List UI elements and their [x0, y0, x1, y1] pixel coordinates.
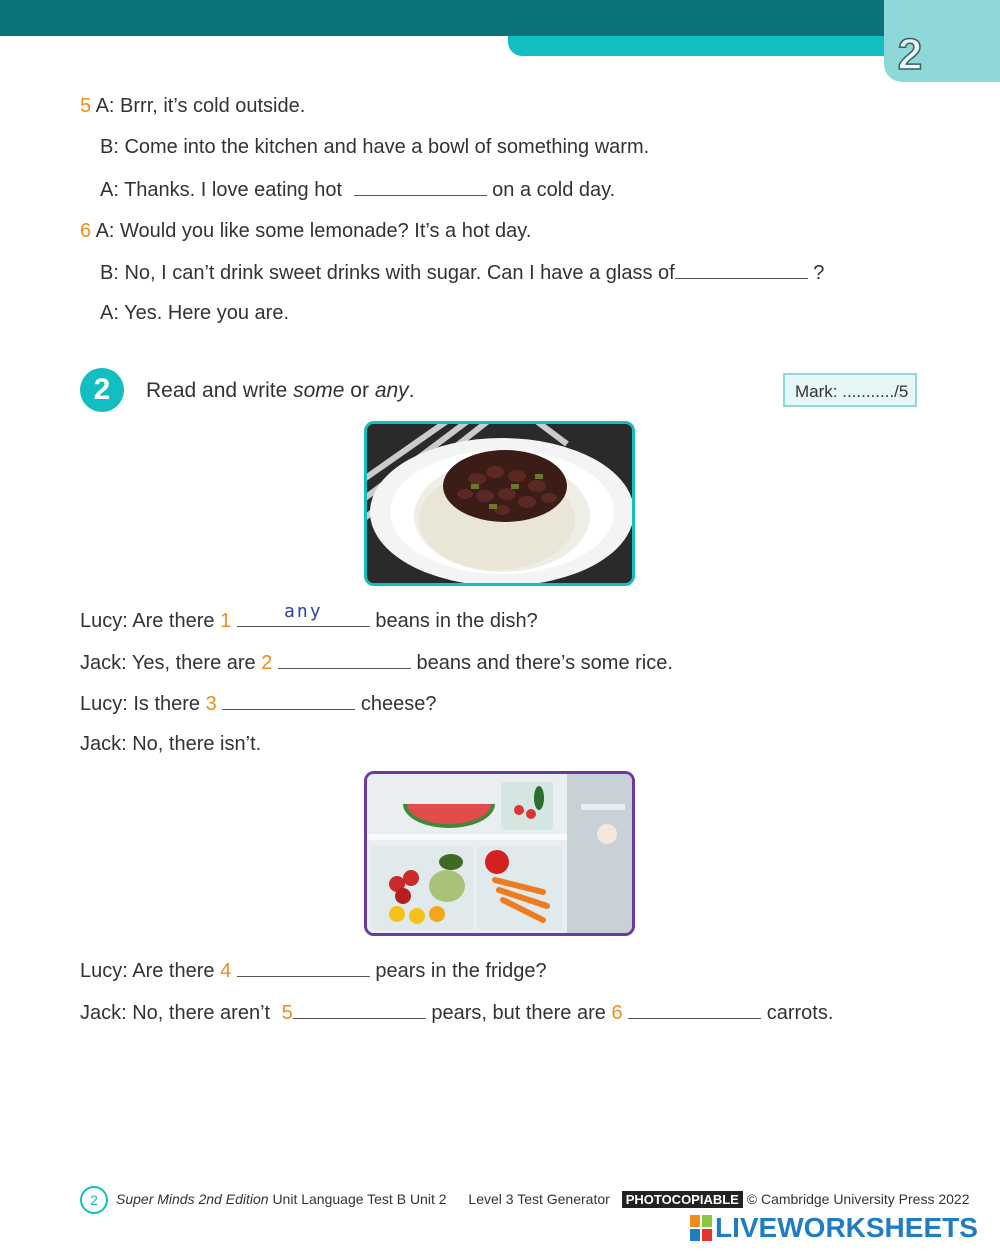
item-number: 1: [220, 610, 232, 632]
dialogue-line-2: [80, 650, 673, 675]
item-text: B: Come into the kitchen and have a bowl of something warm.: [100, 136, 650, 158]
handwritten-answer: any: [284, 601, 323, 622]
fridge-illustration: [367, 774, 632, 933]
dialogue-line-1: [80, 601, 538, 633]
answer-blank[interactable]: [293, 1000, 426, 1019]
copyright: © Cambridge University Press 2022: [746, 1191, 970, 1207]
fridge-photo: [364, 771, 635, 936]
header-bar: [0, 0, 884, 36]
logo-text: LIVEWORKSHEETS: [715, 1212, 978, 1243]
item-number: 2: [261, 652, 273, 674]
item-6-line-3: [100, 301, 289, 325]
item-text: ?: [813, 262, 825, 284]
item-number: 5: [80, 95, 92, 117]
item-text: A: Yes. Here you are.: [100, 302, 290, 324]
item-5-line-1: [80, 94, 305, 118]
item-number: 6: [611, 1002, 623, 1024]
item-text: pears in the fridge?: [375, 960, 547, 982]
liveworksheets-logo[interactable]: [690, 1212, 978, 1244]
item-text: A: Brrr, it’s cold outside.: [95, 95, 306, 117]
liveworksheets-icon: [690, 1215, 712, 1241]
footer: [80, 1186, 970, 1214]
item-text: cheese?: [360, 693, 437, 715]
item-text: beans in the dish?: [375, 610, 538, 632]
answer-blank[interactable]: [222, 691, 355, 710]
instruction-some: some: [293, 379, 345, 402]
speaker-text: Jack: No, there isn’t.: [80, 733, 262, 755]
item-text: on a cold day.: [492, 179, 616, 201]
item-5-line-2: [100, 135, 649, 159]
speaker-text: Lucy: Is there: [80, 693, 201, 715]
dialogue-line-3: [80, 691, 437, 716]
instruction-period: .: [408, 379, 415, 402]
answer-blank[interactable]: [354, 177, 487, 196]
answer-blank[interactable]: [278, 650, 411, 669]
item-number: 5: [281, 1002, 293, 1024]
photocopiable-badge: PHOTOCOPIABLE: [622, 1191, 743, 1208]
dialogue-line-6: [80, 1000, 833, 1025]
instruction-any: any: [374, 379, 409, 402]
page-number: 2: [80, 1186, 108, 1214]
header-accent-bar: [508, 36, 898, 56]
dialogue-line-4: [80, 732, 261, 756]
answer-blank[interactable]: [237, 958, 370, 977]
item-text: carrots.: [766, 1002, 834, 1024]
book-title: Super Minds 2nd Edition: [116, 1191, 269, 1207]
exercise-number-badge: 2: [80, 368, 124, 412]
speaker-text: Jack: No, there aren’t: [80, 1002, 271, 1024]
item-text: B: No, I can’t drink sweet drinks with sugar. Can I have a glass of: [100, 262, 675, 284]
answer-blank[interactable]: [237, 601, 370, 627]
item-text: beans and there’s some rice.: [416, 652, 673, 674]
exercise-instruction: [146, 378, 415, 404]
item-number: 4: [220, 960, 232, 982]
item-5-line-3: [100, 177, 615, 202]
unit-number: 2: [897, 30, 923, 79]
item-6-line-1: [80, 219, 531, 243]
item-text: pears, but there are: [431, 1002, 606, 1024]
item-6-line-2: [100, 260, 824, 285]
test-name: Unit Language Test B Unit 2: [272, 1191, 447, 1207]
item-number: 3: [205, 693, 217, 715]
speaker-text: Lucy: Are there: [80, 960, 215, 982]
instruction-or: or: [350, 379, 369, 402]
speaker-text: Lucy: Are there: [80, 610, 215, 632]
beans-rice-illustration: [367, 424, 632, 583]
dialogue-line-5: [80, 958, 547, 983]
mark-box: Mark: .........../5: [783, 373, 917, 407]
speaker-text: Jack: Yes, there are: [80, 652, 256, 674]
answer-blank[interactable]: [675, 260, 808, 279]
instruction-text: Read and write: [146, 379, 288, 402]
item-text: A: Would you like some lemonade? It’s a hot day.: [95, 220, 532, 242]
generator-label: Level 3 Test Generator: [468, 1191, 610, 1207]
item-number: 6: [80, 220, 92, 242]
answer-blank[interactable]: [628, 1000, 761, 1019]
beans-rice-photo: [364, 421, 635, 586]
item-text: A: Thanks. I love eating hot: [100, 179, 343, 201]
